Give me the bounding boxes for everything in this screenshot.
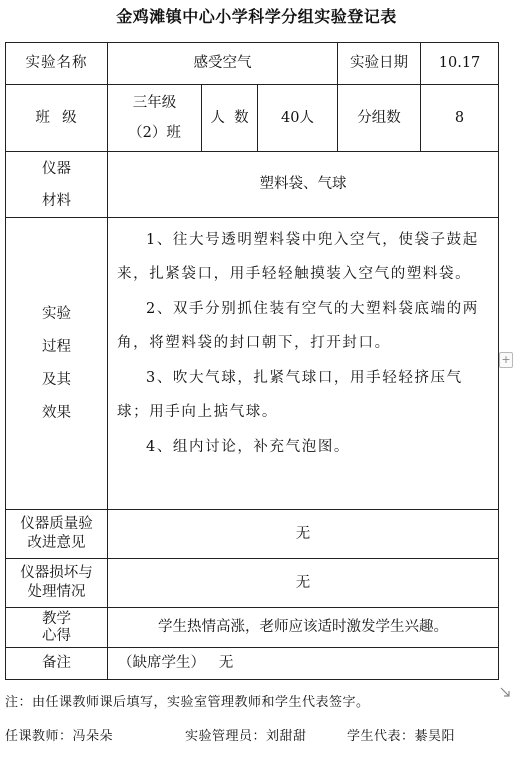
- materials-label-line1: 仪器: [42, 160, 71, 177]
- procedure-step: 3、吹大气球，扎紧气球口，用手轻轻挤压气球；用手向上掂气球。: [117, 370, 463, 420]
- reflection-value: 学生热情高涨，老师应该适时激发学生兴趣。: [108, 608, 499, 648]
- damage-handling-label: [6, 559, 108, 608]
- row-class-info: [6, 85, 499, 152]
- procedure-label-line: 及其: [42, 371, 71, 388]
- materials-value: 塑料袋、气球: [108, 152, 499, 218]
- form-footnote: 注：由任课教师课后填写，实验室管理教师和学生代表签字。: [5, 695, 370, 710]
- experiment-date-value: 10.17: [421, 43, 499, 85]
- row-materials: [6, 152, 499, 218]
- row-quality-feedback: [6, 510, 499, 559]
- teacher-signature: 任课教师：冯朵朵: [5, 729, 114, 744]
- damage-handling-label-line2: 处理情况: [27, 584, 86, 600]
- remarks-value: （缺席学生） 无: [108, 648, 499, 680]
- student-count-value: 40人: [258, 85, 338, 152]
- procedure-label: [6, 218, 108, 510]
- remarks-label: 备注: [6, 648, 108, 680]
- quality-feedback-label: [6, 510, 108, 559]
- row-procedure: [6, 218, 499, 510]
- class-number: （2）班: [128, 125, 181, 141]
- form-title: 金鸡滩镇中心小学科学分组实验登记表: [116, 7, 397, 26]
- damage-handling-value: 无: [108, 559, 499, 608]
- row-experiment-name: [6, 43, 499, 85]
- procedure-label-line: 效果: [42, 404, 71, 421]
- class-grade: 三年级: [132, 95, 177, 111]
- table-resize-handle-icon[interactable]: [499, 686, 511, 698]
- row-teaching-reflection: [6, 608, 499, 648]
- experiment-name-value: 感受空气: [108, 43, 338, 85]
- student-count-label: 人 数: [202, 85, 258, 152]
- reflection-label-line1: 教学: [42, 610, 71, 627]
- manager-signature: 实验管理员：刘甜甜: [185, 729, 307, 744]
- row-damage-handling: [6, 559, 499, 608]
- reflection-label-line2: 心得: [42, 627, 71, 644]
- procedure-label-line: 实验: [42, 305, 71, 322]
- procedure-step: 4、组内讨论，补充气泡图。: [146, 439, 351, 455]
- experiment-name-label: 实验名称: [6, 43, 108, 85]
- procedure-label-line: 过程: [42, 338, 71, 355]
- experiment-date-label: 实验日期: [338, 43, 421, 85]
- materials-label-line2: 材料: [42, 192, 71, 209]
- quality-feedback-label-line1: 仪器质量验: [20, 516, 93, 532]
- reflection-label: [6, 608, 108, 648]
- procedure-step: 2、双手分别抓住装有空气的大塑料袋底端的两角，将塑料袋的封口朝下，打开封口。: [117, 301, 479, 351]
- group-count-label: 分组数: [338, 85, 421, 152]
- row-remarks: [6, 648, 499, 680]
- group-count-value: 8: [421, 85, 499, 152]
- quality-feedback-value: 无: [108, 510, 499, 559]
- class-value: [108, 85, 202, 152]
- procedure-step: 1、往大号透明塑料袋中兜入空气，使袋子鼓起来，扎紧袋口，用手轻轻触摸装入空气的塑料袋。: [117, 232, 479, 282]
- damage-handling-label-line1: 仪器损坏与: [20, 565, 93, 581]
- class-label: 班 级: [6, 85, 108, 152]
- student-signature: 学生代表：綦昊阳: [347, 729, 456, 744]
- materials-label: [6, 152, 108, 218]
- quality-feedback-label-line2: 改进意见: [27, 535, 86, 551]
- add-column-handle-icon[interactable]: +: [499, 352, 513, 368]
- procedure-content: [108, 218, 499, 510]
- experiment-register-table: [5, 42, 499, 680]
